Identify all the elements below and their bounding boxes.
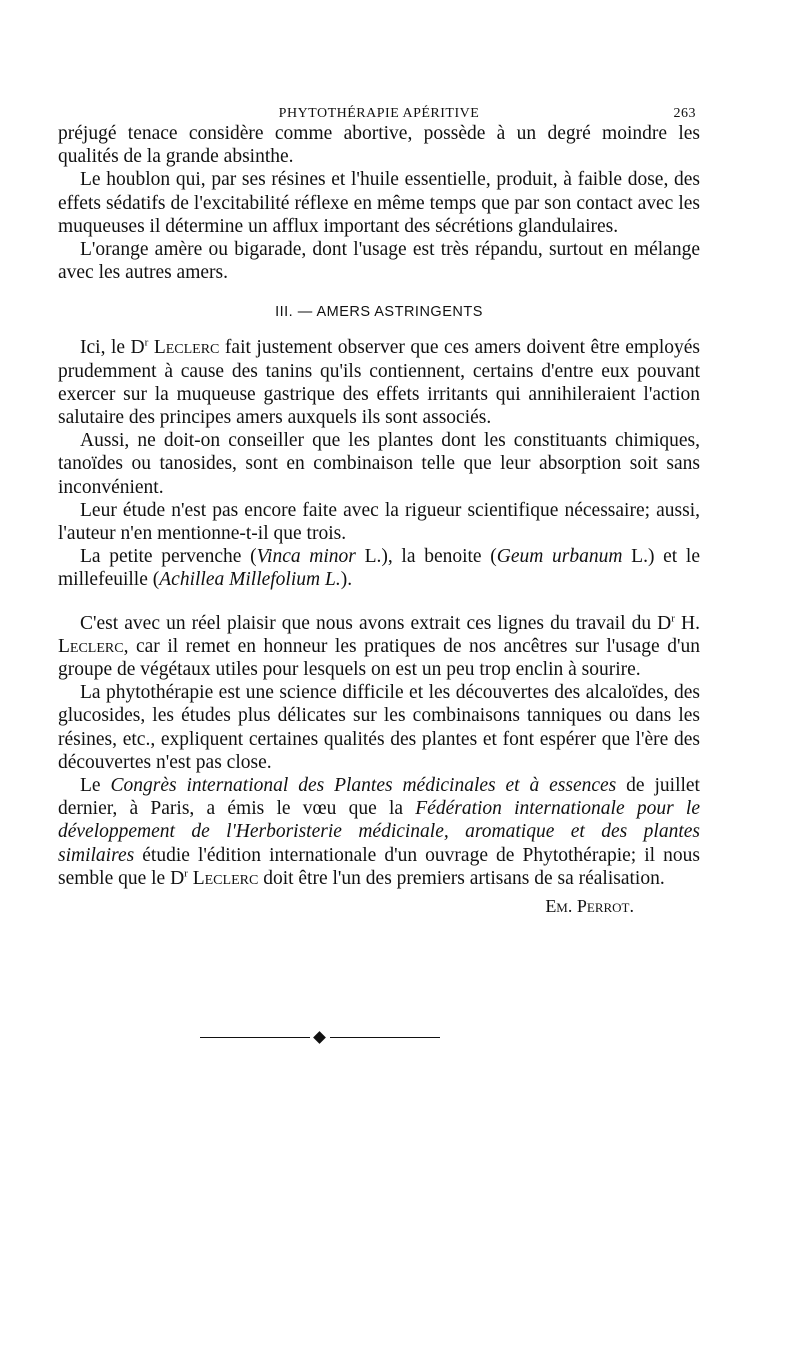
congress-name: Congrès international des Plantes médicinales et à essences — [110, 775, 617, 797]
page-number: 263 — [673, 106, 696, 121]
species-name: Vinca minor — [256, 546, 356, 568]
paragraph-10: Le Congrès international des Plantes médicinales et à essences de juillet dernier, à Paris, a émis le vœu que la Fédération internationale pour le développement de l'Herboristerie médicinale, aromatique et des plantes similaires étudie l'édition internationale d'un ouvrage de Phytothérapie; il nous semble que le $D^r$ Leclerc doit être l'un des premiers artisans de sa réalisation. — [58, 775, 700, 889]
running-header — [58, 100, 700, 122]
species-name: Geum urbanum — [496, 546, 623, 568]
paragraph-9: La phytothérapie est une science difficile et les découvertes des alcaloïdes, des glucosides, les études plus délicates sur les combinaisons tanniques ou dans les résines, etc., expliquent certaines qualités des plantes et font espérer que l'ère des découvertes n'est pas close. — [58, 682, 700, 773]
paragraph-gap — [58, 592, 700, 612]
paragraph-3: L'orange amère ou bigarade, dont l'usage est très répandu, surtout en mélange avec les autres amers. — [58, 239, 700, 284]
running-title: PHYTOTHÉRAPIE APÉRITIVE — [278, 106, 480, 121]
author-name: Leclerc — [153, 337, 220, 359]
paragraph-4: Ici, le $D^r$ Leclerc fait justement observer que ces amers doivent être employés prudemment à cause des tanins qu'ils contiennent, certains d'entre eux pouvant exercer sur la muqueuse gastrique des effets irritants qui annihileraient l'action salutaire des principes amers auxquels ils sont associés. — [58, 336, 700, 429]
document-page — [58, 100, 700, 917]
paragraph-5: Aussi, ne doit-on conseiller que les plantes dont les constituants chimiques, tanoïdes ou tanosides, sont en combinaison telle que leur absorption soit sans inconvénient. — [58, 430, 700, 498]
paragraph-2: Le houblon qui, par ses résines et l'huile essentielle, produit, à faible dose, des effets sédatifs de l'excitabilité réflexe en même temps que par son contact avec les muqueuses il détermine un afflux important des sécrétions glandulaires. — [58, 169, 700, 237]
signature: Em. Perrot. — [545, 896, 634, 917]
end-ornament — [200, 1031, 440, 1045]
section-title: III. — AMERS ASTRINGENTS — [275, 304, 483, 321]
species-name: Achillea Millefolium L. — [159, 569, 341, 591]
ornament-line-right — [330, 1037, 440, 1038]
paragraph-1: préjugé tenace considère comme abortive, possède à un degré moindre les qualités de la grande absinthe. — [58, 123, 700, 168]
paragraph-7: La petite pervenche (Vinca minor L.), la benoite (Geum urbanum L.) et le millefeuille (Achillea Millefolium L.). — [58, 546, 700, 591]
diamond-icon — [313, 1031, 326, 1044]
paragraph-8: C'est avec un réel plaisir que nous avons extrait ces lignes du travail du $D^r$ H. Leclerc, car il remet en honneur les pratiques de nos ancêtres sur l'usage d'un groupe de végétaux utiles pour lesquels on est un peu trop enclin à sourire. — [58, 612, 700, 681]
author-name: Leclerc — [58, 635, 124, 657]
paragraph-6: Leur étude n'est pas encore faite avec la rigueur scientifique nécessaire; aussi, l'auteur n'en mentionne-t-il que trois. — [58, 499, 700, 545]
ornament-line-left — [200, 1037, 310, 1038]
federation-name: Fédération internationale pour le développement de l'Herboristerie médicinale, aromatique et des plantes similaires — [58, 798, 700, 866]
author-name: Leclerc — [192, 867, 259, 889]
